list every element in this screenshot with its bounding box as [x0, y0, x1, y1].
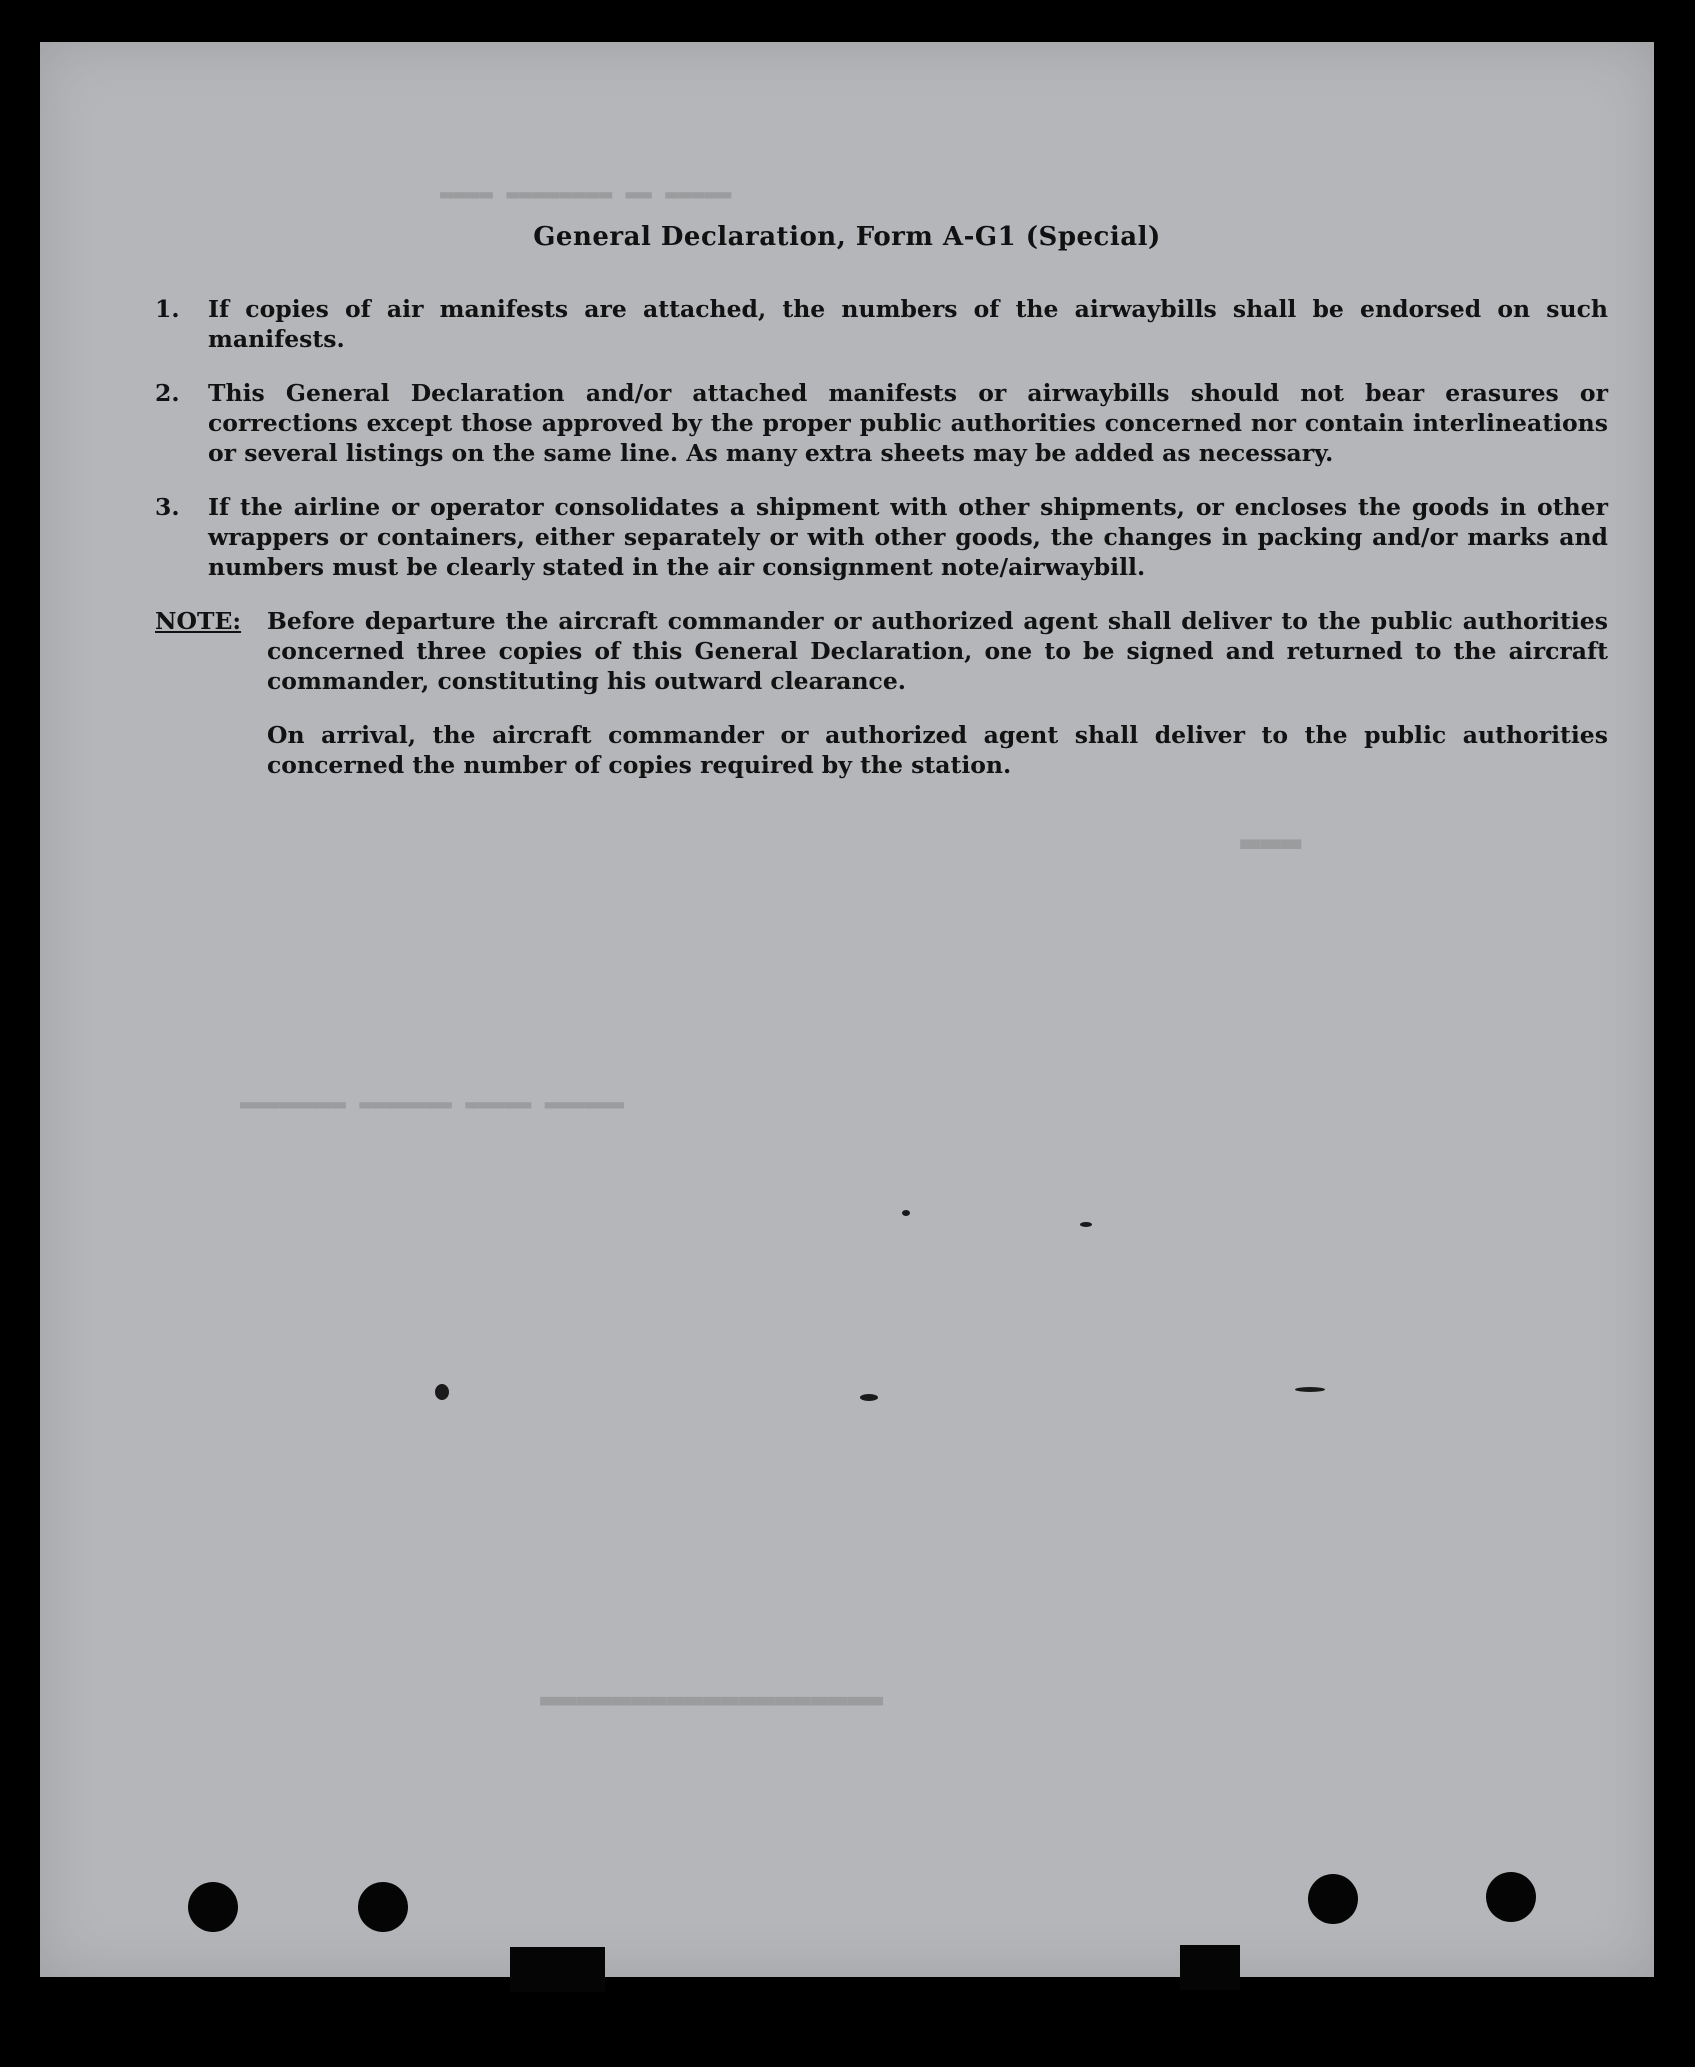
scan-speck	[1080, 1222, 1092, 1227]
scan-speck	[435, 1384, 449, 1400]
item-number: 3.	[155, 493, 180, 521]
scan-speck	[860, 1394, 878, 1401]
document-title: General Declaration, Form A-G1 (Special)	[533, 222, 1161, 252]
item-number: 2.	[155, 379, 180, 407]
item-text: This General Declaration and/or attached manifests or airwaybills should not bear erasures or corrections except those approved by the proper public authorities concerned nor contain interlineations or several listings on the same line. As many extra sheets may be added as necessary.	[208, 379, 1608, 467]
punch-hole	[358, 1882, 408, 1932]
item-number: 1.	[155, 295, 180, 323]
item-text: If copies of air manifests are attached, the numbers of the airwaybills shall be endorsed on such manifests.	[208, 295, 1608, 353]
note-section	[155, 606, 1608, 804]
note-paragraph: Before departure the aircraft commander or authorized agent shall deliver to the public authorities concerned three copies of this General Declaration, one to be signed and returned to the aircraft commander, constituting his outward clearance.	[267, 607, 1608, 695]
punch-hole	[1486, 1872, 1536, 1922]
note-paragraphs	[267, 606, 1608, 804]
document-page	[40, 42, 1654, 1977]
scan-edge-tab	[1180, 1945, 1240, 1990]
instruction-item	[155, 378, 1608, 468]
bleed-through-text: ▬▬▬▬▬▬▬▬▬▬▬▬▬▬▬▬▬▬▬	[540, 1682, 884, 1717]
scan-edge-tab	[510, 1947, 605, 1992]
scan-speck	[902, 1210, 910, 1216]
punch-hole	[1308, 1874, 1358, 1924]
instruction-item	[155, 294, 1608, 354]
note-label: NOTE:	[155, 607, 242, 635]
bleed-through-text: ▬▬▬	[1240, 822, 1302, 862]
bleed-through-text: ▬▬▬▬▬▬ ▬▬▬▬▬ ▬▬▬▬▬▬▬ ▬▬▬▬▬▬▬▬	[240, 1092, 625, 1117]
punch-hole	[188, 1882, 238, 1932]
note-paragraph: On arrival, the aircraft commander or authorized agent shall deliver to the public authorities concerned the number of copies required by the station.	[267, 721, 1608, 779]
scan-speck	[1295, 1387, 1325, 1392]
bleed-through-text: ▬▬▬▬▬ ▬▬ ▬▬▬▬▬▬▬▬ ▬▬▬▬	[440, 182, 732, 207]
instruction-item	[155, 492, 1608, 582]
item-text: If the airline or operator consolidates a shipment with other shipments, or encloses the goods in other wrappers or containers, either separately or with other goods, the changes in packing and/or marks and numbers must be clearly stated in the air consignment note/airwaybill.	[208, 493, 1608, 581]
instructions-list	[155, 294, 1608, 804]
